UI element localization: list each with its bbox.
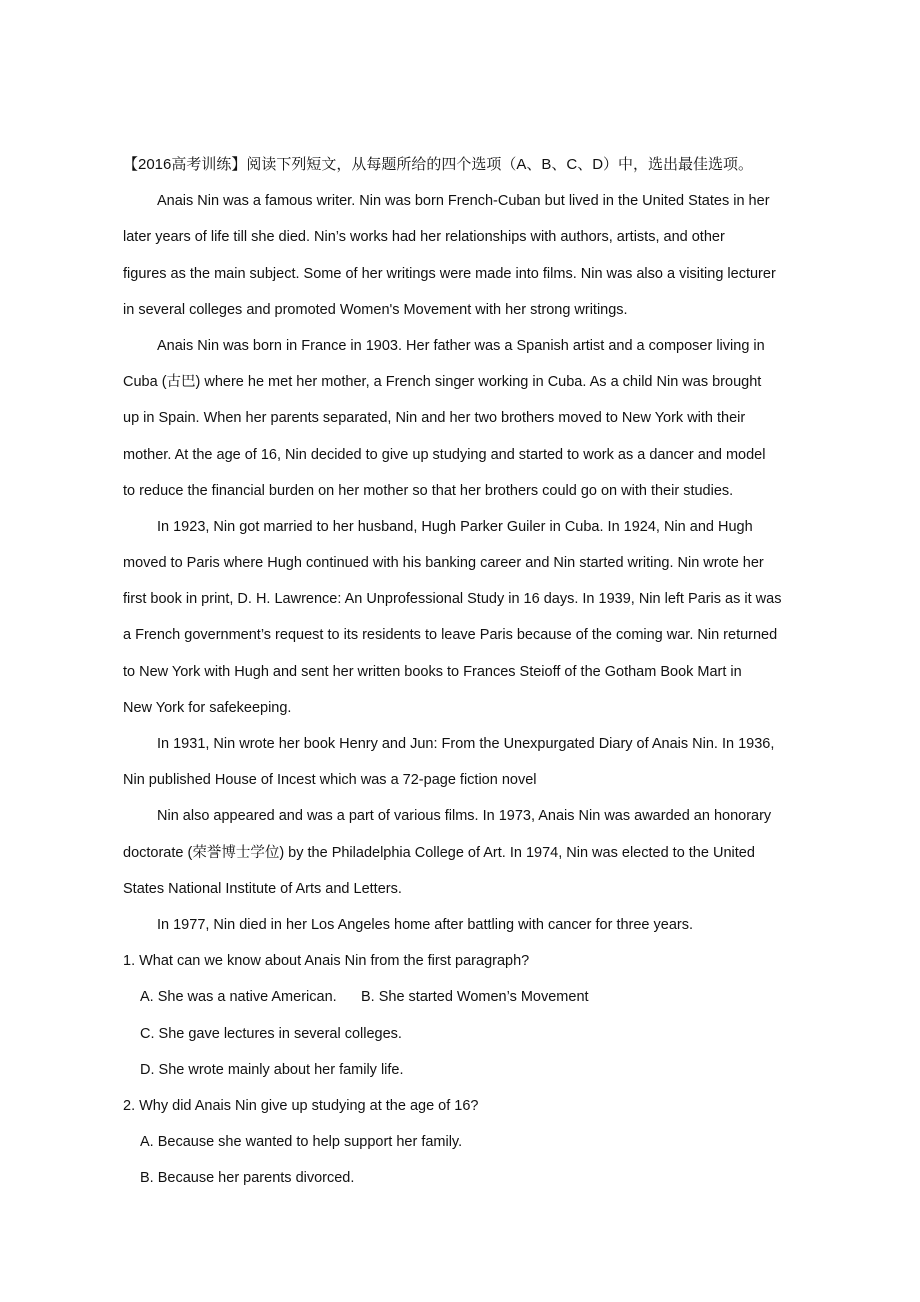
passage-line: mother. At the age of 16, Nin decided to give up studying and started to work as a dancer and model (123, 446, 766, 463)
document-page (123, 147, 803, 1196)
paragraph-5 (123, 798, 803, 907)
passage-line: to reduce the financial burden on her mother so that her brothers could go on with their studies. (123, 482, 734, 499)
passage-line: in several colleges and promoted Women's Movement with her strong writings. (123, 301, 628, 318)
passage-line: Nin published House of Incest which was a 72-page fiction novel (123, 772, 537, 789)
passage-line: Nin also appeared and was a part of various films. In 1973, Anais Nin was awarded an honorary (157, 808, 772, 825)
passage-line: up in Spain. When her parents separated, Nin and her two brothers moved to New York with their (123, 410, 746, 427)
paragraph-1 (123, 183, 803, 328)
option-c: C. She gave lectures in several colleges. (140, 1025, 402, 1042)
option-d: D. She wrote mainly about her family life. (140, 1061, 404, 1078)
paragraph-3 (123, 509, 803, 726)
option-a: A. She was a native American. (140, 989, 337, 1006)
option-row (123, 979, 803, 1015)
passage-line: doctorate (荣誉博士学位) by the Philadelphia College of Art. In 1974, Nin was elected to the United (123, 844, 755, 861)
question-2 (123, 1088, 803, 1197)
passage-line: Anais Nin was a famous writer. Nin was born French-Cuban but lived in the United States in her (157, 193, 770, 210)
option-b: B. She started Women’s Movement (361, 989, 589, 1006)
option-a: A. Because she wanted to help support her family. (140, 1134, 463, 1151)
passage-line: In 1923, Nin got married to her husband, Hugh Parker Guiler in Cuba. In 1924, Nin and Hugh (157, 518, 753, 535)
passage-line: figures as the main subject. Some of her writings were made into films. Nin was also a visiting lecturer (123, 265, 776, 282)
passage-line: moved to Paris where Hugh continued with his banking career and Nin started writing. Nin wrote her (123, 555, 764, 572)
paragraph-4 (123, 726, 803, 798)
passage-line: New York for safekeeping. (123, 699, 292, 716)
question-1 (123, 943, 803, 1088)
passage-line: later years of life till she died. Nin’s works had her relationships with authors, artists, and other (123, 229, 725, 246)
question-stem: 1. What can we know about Anais Nin from the first paragraph? (123, 953, 530, 970)
passage-line: a French government’s request to its residents to leave Paris because of the coming war. Nin returned (123, 627, 778, 644)
passage-line: States National Institute of Arts and Letters. (123, 880, 402, 897)
passage-line: first book in print, D. H. Lawrence: An Unprofessional Study in 16 days. In 1939, Nin left Paris as it was (123, 591, 782, 608)
passage-line: to New York with Hugh and sent her written books to Frances Steioff of the Gotham Book Mart in (123, 663, 742, 680)
exercise-heading: 【2016高考训练】阅读下列短文，从每题所给的四个选项（A、B、C、D）中，选出最佳选项。 (123, 156, 754, 173)
passage-line: In 1931, Nin wrote her book Henry and Jun: From the Unexpurgated Diary of Anais Nin. In 1936, (157, 736, 775, 752)
passage-line: Anais Nin was born in France in 1903. Her father was a Spanish artist and a composer living in (157, 337, 765, 354)
passage-line: In 1977, Nin died in her Los Angeles home after battling with cancer for three years. (157, 916, 694, 933)
question-stem: 2. Why did Anais Nin give up studying at the age of 16? (123, 1097, 479, 1114)
option-b: B. Because her parents divorced. (140, 1170, 355, 1187)
passage-line: Cuba (古巴) where he met her mother, a French singer working in Cuba. As a child Nin was brought (123, 374, 762, 391)
paragraph-6 (123, 907, 803, 943)
paragraph-2 (123, 328, 803, 509)
